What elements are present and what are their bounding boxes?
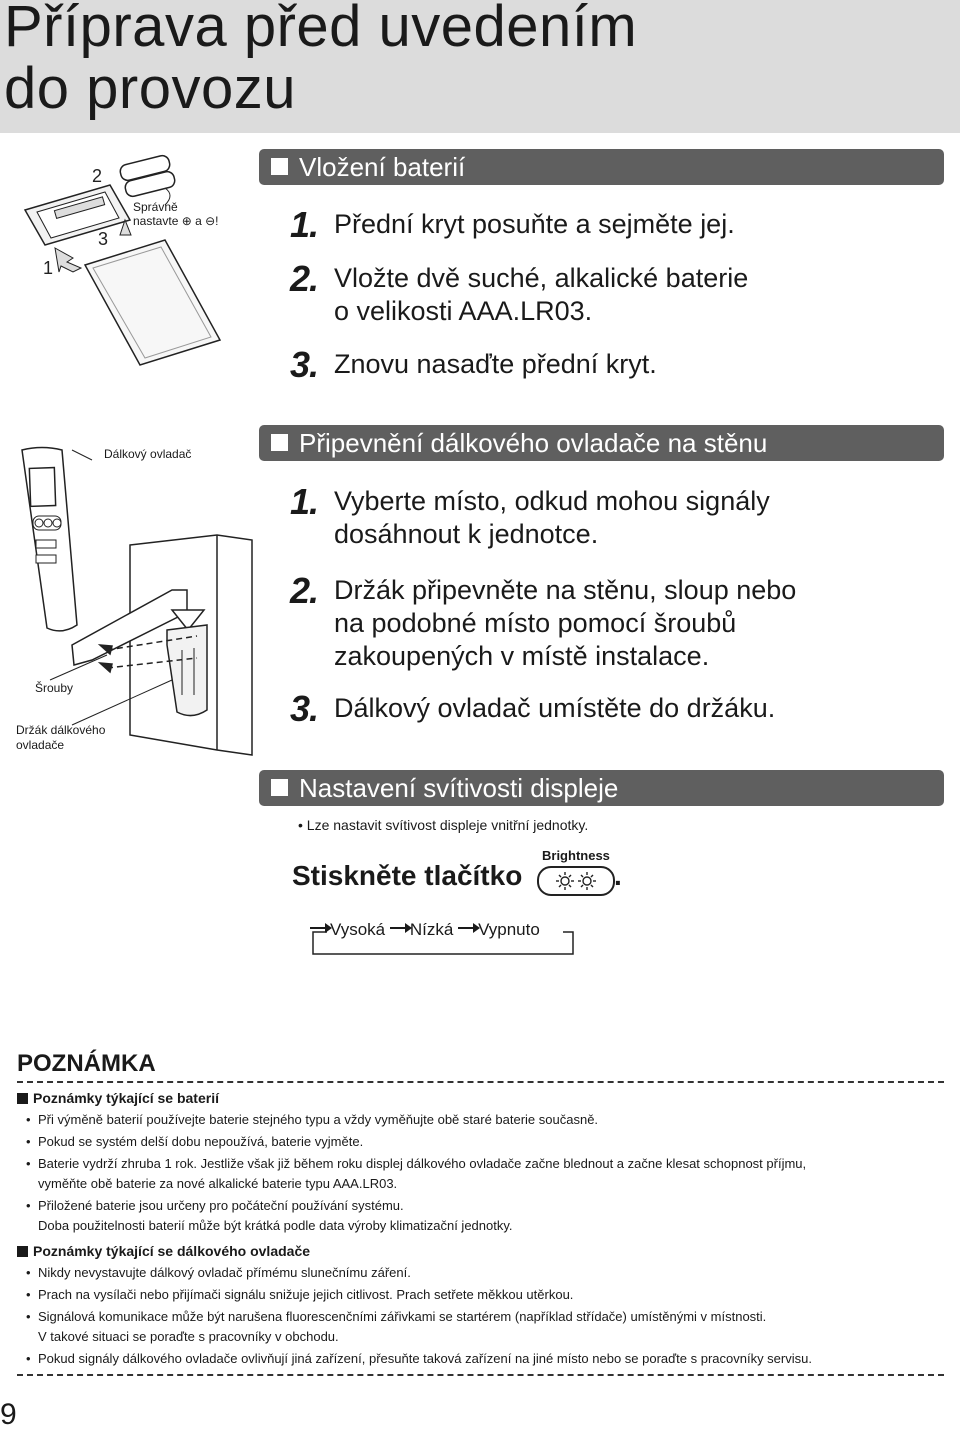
remote-note-item: V takové situaci se poraďte s pracovníky v obchodu. — [38, 1329, 339, 1344]
battery-notes-heading — [17, 1090, 219, 1106]
battery-note-item: vyměňte obě baterie za nové alkalické baterie typu AAA.LR03. — [38, 1176, 398, 1191]
arrow-right-icon — [310, 927, 330, 929]
step-number: 2. — [290, 570, 319, 611]
heading-text: Poznámky týkající se dálkového ovladače — [33, 1243, 311, 1259]
remote-controller-label: Dálkový ovladač — [104, 447, 192, 461]
brightness-bullet: • Lze nastavit svítivost displeje vnitřní jednotky. — [298, 817, 589, 833]
brightness-cycle — [310, 920, 540, 940]
heading-text: Poznámky týkající se baterií — [33, 1090, 219, 1106]
step-text: Dálkový ovladač umístěte do držáku. — [334, 693, 776, 723]
remote-note-item: • Signálová komunikace může být narušena fluorescenčními zářivkami se startérem (například střídače) umístěnými v místnosti. — [38, 1307, 766, 1327]
battery-note-item: • Při výměně baterií používejte baterie stejného typu a vždy vyměňujte obě staré baterie současně. — [38, 1110, 598, 1130]
step-text: Držák připevněte na stěnu, sloup nebo na podobné místo pomocí šroubů zakoupených v místě instalace. — [334, 575, 797, 671]
screws-label: Šrouby — [35, 681, 74, 695]
step-text: Znovu nasaďte přední kryt. — [334, 349, 657, 379]
step-text: Vyberte místo, odkud mohou signály dosáhnout k jednotce. — [334, 486, 770, 549]
brightness-button[interactable] — [537, 866, 615, 896]
battery-step-3 — [290, 344, 657, 385]
mount-step-3 — [290, 688, 776, 729]
diagram-label-1: 1 — [43, 258, 54, 278]
battery-note-item: Doba použitelnosti baterií může být krátká podle data výroby klimatizační jednotky. — [38, 1218, 513, 1233]
remote-note-item: • Prach na vysílači nebo přijímači signálu snižuje jejich citlivost. Prach setřete měkkou utěrkou. — [38, 1285, 573, 1305]
cycle-low: Nízká — [409, 920, 454, 939]
battery-note-item: • Baterie vydrží zhruba 1 rok. Jestliže však již během roku displej dálkového ovladače začne blednout a začne klesat schopnost příjmu, — [38, 1154, 806, 1174]
square-bullet-icon — [271, 779, 288, 796]
diagram-label-2: 2 — [92, 166, 103, 186]
section-bar-wall-mount — [259, 425, 944, 461]
step-number: 3. — [290, 688, 319, 729]
section-title: Připevnění dálkového ovladače na stěnu — [299, 428, 768, 458]
square-bullet-icon — [17, 1093, 28, 1104]
diagram-label-3: 3 — [98, 229, 109, 249]
step-number: 3. — [290, 344, 319, 385]
polarity-note: Správně nastavte ⊕ a ⊖! — [133, 200, 219, 228]
cycle-off: Vypnuto — [478, 920, 540, 939]
battery-note-item: • Přiložené baterie jsou určeny pro počáteční používání systému. — [38, 1196, 404, 1216]
arrow-right-icon — [390, 927, 410, 929]
section-title: Vložení baterií — [299, 152, 466, 182]
step-text: Přední kryt posuňte a sejměte jej. — [334, 209, 735, 239]
section-bar-battery — [259, 149, 944, 185]
mount-step-2 — [290, 570, 797, 673]
section-title: Nastavení svítivosti displeje — [299, 773, 619, 803]
remote-note-item: • Pokud signály dálkového ovladače ovlivňují jiná zařízení, přesuňte taková zařízení na jiné místo nebo se poraďte s pracovníky servisu. — [38, 1349, 812, 1369]
holder-label: Držák dálkového ovladače — [16, 723, 106, 752]
battery-step-1 — [290, 204, 735, 245]
brightness-icon — [539, 868, 613, 894]
note-title: POZNÁMKA — [17, 1050, 156, 1077]
mount-step-1 — [290, 481, 770, 551]
remote-notes-heading — [17, 1243, 310, 1259]
press-text: Stiskněte tlačítko — [292, 860, 523, 891]
battery-note-item: • Pokud se systém delší dobu nepoužívá, baterie vyjměte. — [38, 1132, 363, 1152]
step-number: 1. — [290, 481, 319, 522]
section-bar-display-brightness — [259, 770, 944, 806]
step-text: Vložte dvě suché, alkalické baterie o velikosti AAA.LR03. — [334, 263, 749, 326]
step-number: 1. — [290, 204, 319, 245]
page-title: Příprava před uvedením do provozu — [4, 0, 638, 121]
step-number: 2. — [290, 258, 319, 299]
page-number: 9 — [0, 1398, 17, 1431]
bullet-text: Lze nastavit svítivost displeje vnitřní jednotky. — [306, 817, 589, 833]
battery-step-2 — [290, 258, 749, 328]
wall-mount-diagram — [12, 440, 257, 770]
square-bullet-icon — [271, 434, 288, 451]
brightness-button-label: Brightness — [542, 848, 610, 863]
press-suffix: . — [614, 860, 622, 891]
press-button-instruction — [292, 860, 522, 892]
square-bullet-icon — [17, 1246, 28, 1257]
note-divider-top — [17, 1081, 944, 1083]
battery-insertion-diagram — [15, 150, 245, 370]
remote-note-item: • Nikdy nevystavujte dálkový ovladač přímému slunečnímu záření. — [38, 1263, 411, 1283]
square-bullet-icon — [271, 158, 288, 175]
arrow-right-icon — [458, 927, 478, 929]
page-header — [0, 0, 960, 133]
cycle-high: Vysoká — [330, 920, 386, 939]
note-divider-bottom — [17, 1374, 944, 1376]
